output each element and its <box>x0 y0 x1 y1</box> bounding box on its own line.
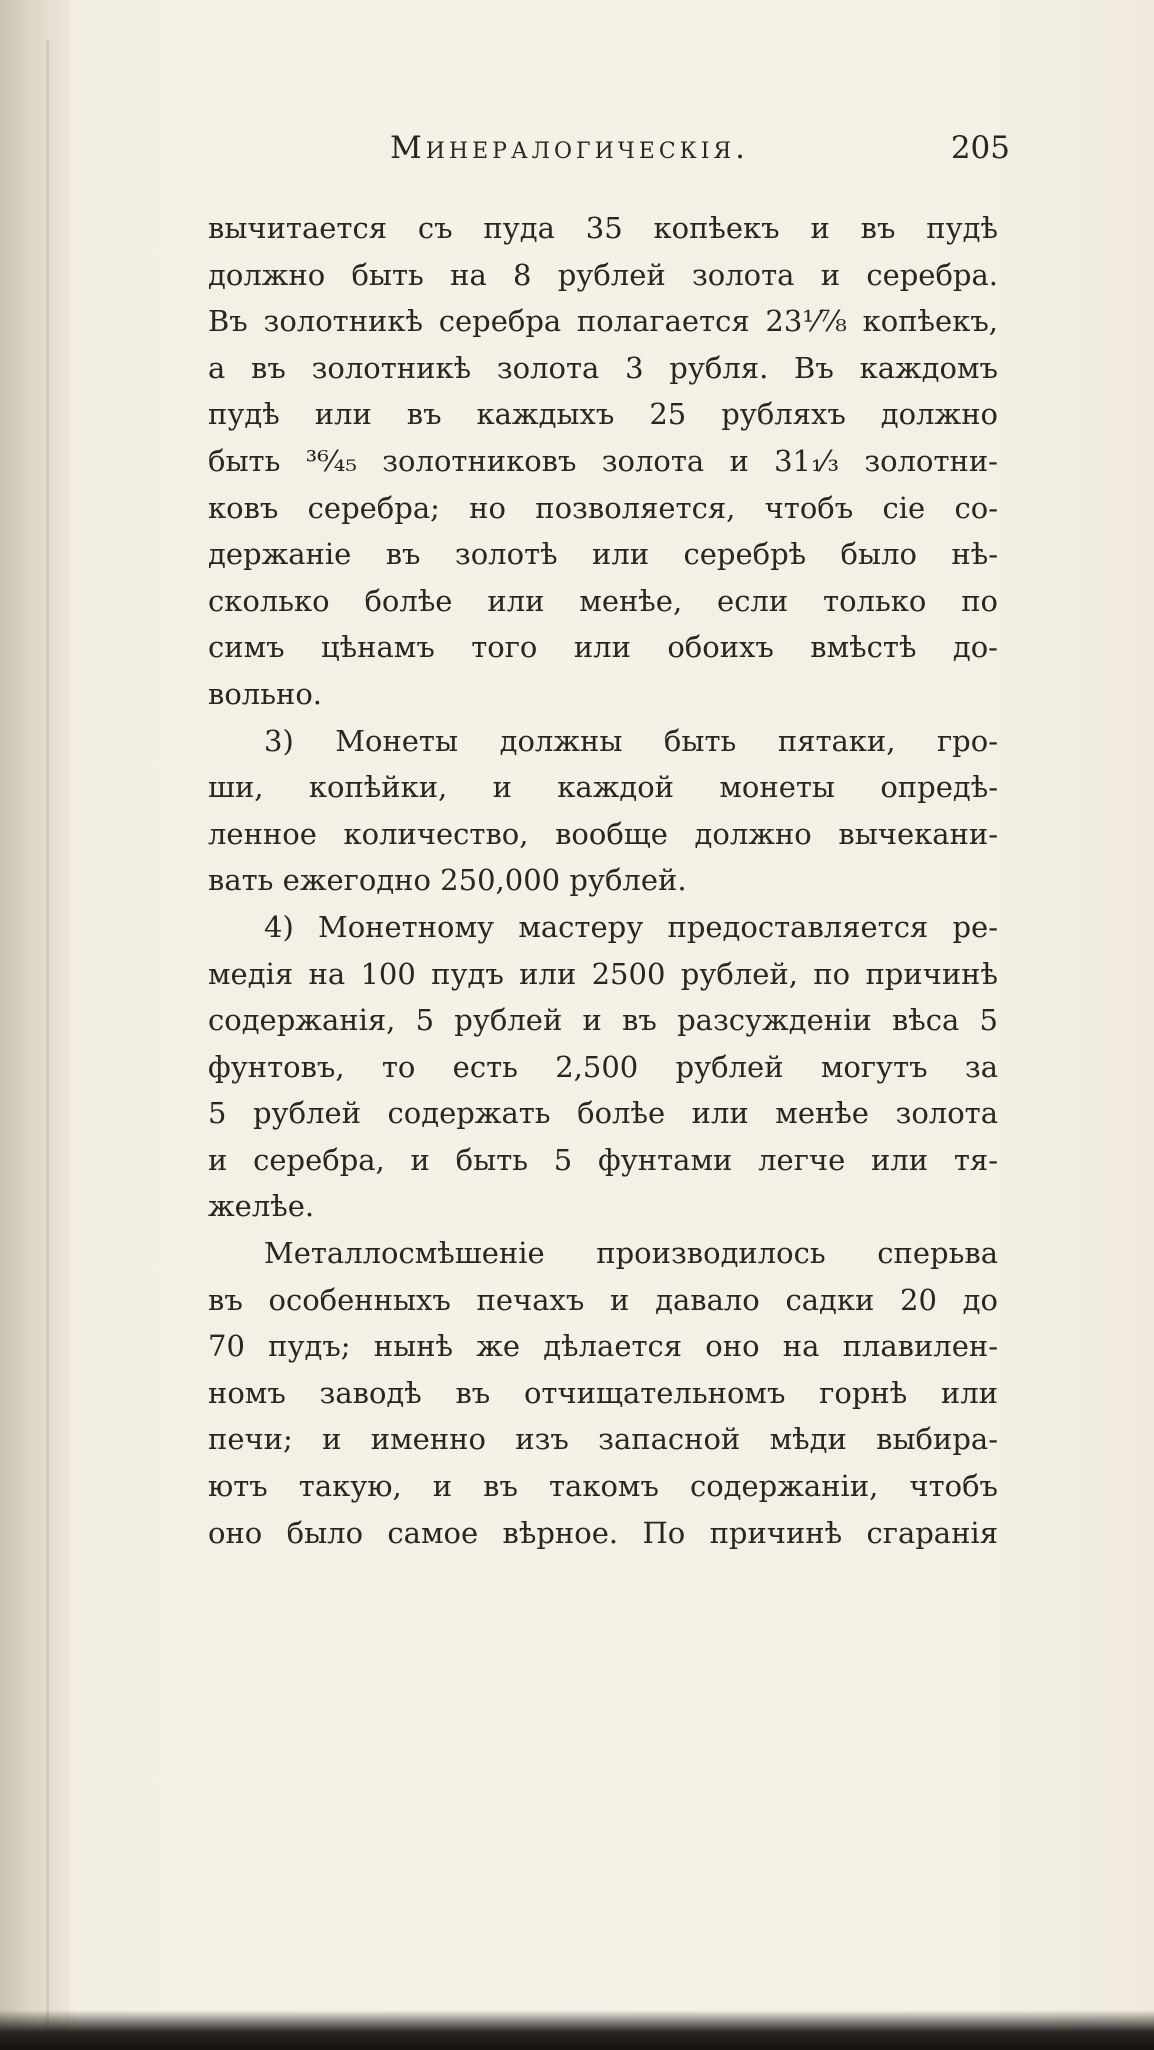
text-line: симъ цѣнамъ того или обоихъ вмѣстѣ до- <box>208 630 998 665</box>
text-line: фунтовъ, то есть 2,500 рублей могутъ за <box>208 1049 998 1084</box>
text-line: пудѣ или въ каждыхъ 25 рубляхъ должно <box>208 397 998 432</box>
text-line: вольно. <box>208 676 323 711</box>
text-line: должно быть на 8 рублей золота и серебра. <box>208 257 998 292</box>
text-line: оно было самое вѣрное. По причинѣ сгаранія <box>208 1515 998 1550</box>
text-line: 5 рублей содержать болѣе или менѣе золота <box>208 1096 998 1131</box>
text-line: и серебра, и быть 5 фунтами легче или тя- <box>208 1142 998 1177</box>
page-fold-line <box>46 40 49 2030</box>
text-line: а въ золотникѣ золота 3 рубля. Въ каждомъ <box>208 350 998 385</box>
text-line: сколько болѣе или менѣе, если только по <box>208 583 998 618</box>
text-line: быть ³⁶⁄₄₅ золотниковъ золота и 31₁⁄₃ золотни- <box>208 443 998 478</box>
text-line: Въ золотникѣ серебра полагается 23⅟⅞ копѣекъ, <box>208 304 998 339</box>
text-line: 4) Монетному мастеру предоставляется ре- <box>264 909 998 944</box>
text-line: вать ежегодно 250,000 рублей. <box>208 863 687 898</box>
text-line: медія на 100 пудъ или 2500 рублей, по причинѣ <box>208 956 998 991</box>
page-header <box>210 130 1010 174</box>
body-text <box>208 205 998 1556</box>
page-number: 205 <box>950 130 1010 166</box>
text-line: печи; и именно изъ запасной мѣди выбира- <box>208 1422 998 1457</box>
text-line: ленное количество, вообще должно вычекани- <box>208 816 998 851</box>
text-line: ютъ такую, и въ такомъ содержаніи, чтобъ <box>208 1469 998 1504</box>
text-line: вычитается съ пуда 35 копѣекъ и въ пудѣ <box>208 211 998 245</box>
text-line: ши, копѣйки, и каждой монеты опредѣ- <box>208 770 998 805</box>
text-line: Металлосмѣшеніе производилось сперьва <box>264 1236 998 1271</box>
text-line: номъ заводѣ въ отчищательномъ горнѣ или <box>208 1375 998 1410</box>
text-line: 3) Монеты должны быть пятаки, гро- <box>264 723 998 758</box>
text-line: желѣе. <box>208 1189 315 1224</box>
scan-bottom-edge <box>0 2010 1154 2050</box>
running-title: Минералогическія. <box>390 130 750 166</box>
text-line: содержанія, 5 рублей и въ разсужденіи вѣса 5 <box>208 1003 998 1038</box>
text-line: ковъ серебра; но позволяется, чтобъ сіе со- <box>208 490 998 525</box>
page-gutter <box>0 0 70 2050</box>
text-line: 70 пудъ; нынѣ же дѣлается оно на плавилен- <box>208 1329 998 1364</box>
text-line: держаніе въ золотѣ или серебрѣ было нѣ- <box>208 537 998 572</box>
text-line: въ особенныхъ печахъ и давало садки 20 до <box>208 1282 998 1317</box>
